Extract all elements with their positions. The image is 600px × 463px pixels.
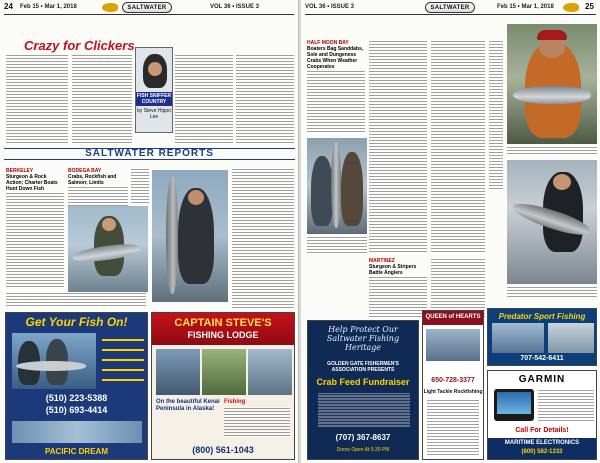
ad-queen-of-hearts[interactable] <box>422 310 484 460</box>
report-column-berkeley <box>6 168 64 288</box>
ad-lodge-tag: Fishing <box>224 399 246 405</box>
issue-date: Feb 15 • Mar 1, 2018 <box>497 4 554 10</box>
berkeley-subhead: Sturgeon & Rock Action; Charter Boats Hunt Down Fish <box>6 174 64 192</box>
half-moon-column-2 <box>369 40 427 254</box>
photo-angler-sturgeon <box>152 170 228 302</box>
page-number: 24 <box>4 2 13 11</box>
ad-fish-on-phone-1: (510) 223-5388 <box>45 393 108 403</box>
ad-garmin-brand: GARMIN <box>518 374 566 385</box>
face <box>148 62 162 76</box>
face <box>553 174 571 190</box>
ad-queen-copy <box>427 399 479 455</box>
article-column-3 <box>175 54 233 144</box>
ad-crab-feed[interactable] <box>307 320 419 460</box>
ad-predator-sport-fishing[interactable] <box>487 308 597 366</box>
fish-logo-icon <box>102 3 118 12</box>
half-moon-heading: HALF MOON BAY <box>307 40 365 46</box>
columnist-byline: by Steve Hippo Lee <box>137 108 171 120</box>
martinez-column <box>369 258 427 318</box>
striped-bass <box>513 86 591 104</box>
ad-lodge-title: CAPTAIN STEVE'S <box>174 317 272 329</box>
martinez-column-2 <box>431 258 485 318</box>
ad-lodge-copy <box>224 407 290 437</box>
ad-heritage-footer: Doors Open At 5:30 PM <box>336 447 390 453</box>
ad-fish-on-title: Get Your Fish On! <box>25 315 128 329</box>
report-column-lower <box>6 292 146 308</box>
photo-angler-striper <box>68 206 148 292</box>
ad-lodge-photo-3 <box>248 349 292 395</box>
half-moon-column-3 <box>431 40 485 254</box>
half-moon-subhead: Boaters Bag Sanddabs, Sole and Dungeness Crabs When Weather Cooperates <box>307 46 364 70</box>
bodega-subhead: Crabs, Rockfish and Salmon; Limits <box>68 174 128 186</box>
right-header <box>301 2 600 14</box>
saltwater-reports-band: SALTWATER REPORTS <box>4 148 295 160</box>
ad-captain-steves-lodge[interactable] <box>151 312 295 460</box>
article-headline: Crazy for Clickers <box>24 38 135 53</box>
ad-queen-phone: 650-728-3377 <box>431 377 475 384</box>
bodega-heading: BODEGA BAY <box>68 168 128 174</box>
ad-garmin-device <box>494 389 534 421</box>
martinez-heading: MARTINEZ <box>369 258 427 264</box>
article-column-4 <box>236 54 294 144</box>
ad-predator-photo-2 <box>548 323 594 353</box>
ad-garmin[interactable] <box>487 370 597 460</box>
header-rule <box>305 14 596 15</box>
volume-issue: VOL 36 • ISSUE 3 <box>305 4 355 10</box>
ad-heritage-event: Crab Feed Fundraiser <box>316 377 410 387</box>
ad-garmin-dealer: MARITIME ELECTRONICS <box>504 440 580 446</box>
ad-garmin-phone: (800) 582-1333 <box>521 449 563 455</box>
ad-lodge-photo-1 <box>156 349 200 395</box>
ad-fish-on-phone-2: (510) 693-4414 <box>45 405 108 415</box>
report-column-right <box>232 168 294 310</box>
ad-predator-phone: 707-542-6411 <box>520 355 564 362</box>
volume-issue: VOL 36 • ISSUE 3 <box>210 4 260 10</box>
section-tab: SALTWATER <box>122 2 172 13</box>
photo-angler-orange-jacket <box>507 24 597 144</box>
issue-date: Feb 15 • Mar 1, 2018 <box>20 4 77 10</box>
berkeley-heading: BERKELEY <box>6 168 64 174</box>
ad-fish-on-photo <box>12 333 96 389</box>
martinez-subhead: Sturgeon & Stripers Battle Anglers <box>369 264 427 276</box>
angler-figure <box>311 156 333 226</box>
fish-logo-icon <box>563 3 579 12</box>
article-column-2 <box>72 54 132 144</box>
header-rule <box>4 14 294 15</box>
ad-get-your-fish-on[interactable] <box>5 312 148 460</box>
ad-fish-on-brand: PACIFIC DREAM <box>45 447 108 456</box>
left-page <box>0 0 299 463</box>
half-moon-column-1 <box>307 40 365 134</box>
ad-heritage-details <box>318 393 410 427</box>
photo-angler-sturgeon-right <box>507 160 597 284</box>
columnist-title: FISH SNIFFER COUNTRY <box>136 93 172 105</box>
ad-lodge-subtitle: FISHING LODGE <box>187 330 259 340</box>
ad-predator-photo <box>492 323 544 353</box>
ad-lodge-photo-2 <box>202 349 246 395</box>
ad-heritage-script: Help Protect Our Saltwater Fishing Heritage <box>326 325 400 352</box>
ad-fish-on-list <box>102 335 144 389</box>
angler-figure <box>341 152 363 226</box>
ad-queen-tag: Light Tackle Rockfishing <box>423 389 483 395</box>
ad-lodge-phone: (800) 561-1043 <box>192 445 254 455</box>
page-number: 25 <box>585 2 594 11</box>
ad-queen-photo <box>426 329 480 361</box>
photo-two-anglers-sturgeon <box>307 138 367 234</box>
ad-lodge-blurb: On the beautiful Kenai Peninsula in Alaska! <box>156 399 220 412</box>
ad-garmin-copy <box>538 389 594 423</box>
cap <box>537 30 567 40</box>
ad-heritage-org: GOLDEN GATE FISHERMEN'S ASSOCIATION PRESENTS <box>327 361 399 373</box>
columnist-photo-box <box>135 47 173 133</box>
right-page <box>301 0 600 463</box>
left-header <box>0 2 299 14</box>
sturgeon <box>166 176 178 294</box>
report-column-mid <box>131 168 149 204</box>
face <box>102 218 116 231</box>
ad-fishing-heritage <box>307 256 367 257</box>
ad-fish-on-strip <box>12 421 142 443</box>
half-moon-column-4 <box>489 40 503 190</box>
photo-caption-right <box>507 146 597 156</box>
face <box>188 190 204 205</box>
ad-predator-title: Predator Sport Fishing <box>498 312 586 321</box>
section-tab: SALTWATER <box>425 2 475 13</box>
photo-caption-lower <box>507 286 597 298</box>
photo-caption-left <box>307 236 367 254</box>
ad-heritage-phone: (707) 367-8637 <box>335 433 391 442</box>
article-column-1 <box>6 54 68 144</box>
ad-garmin-cta: Call For Details! <box>515 427 569 434</box>
ad-queen-title: QUEEN of HEARTS <box>425 314 481 320</box>
sturgeon <box>331 142 341 228</box>
